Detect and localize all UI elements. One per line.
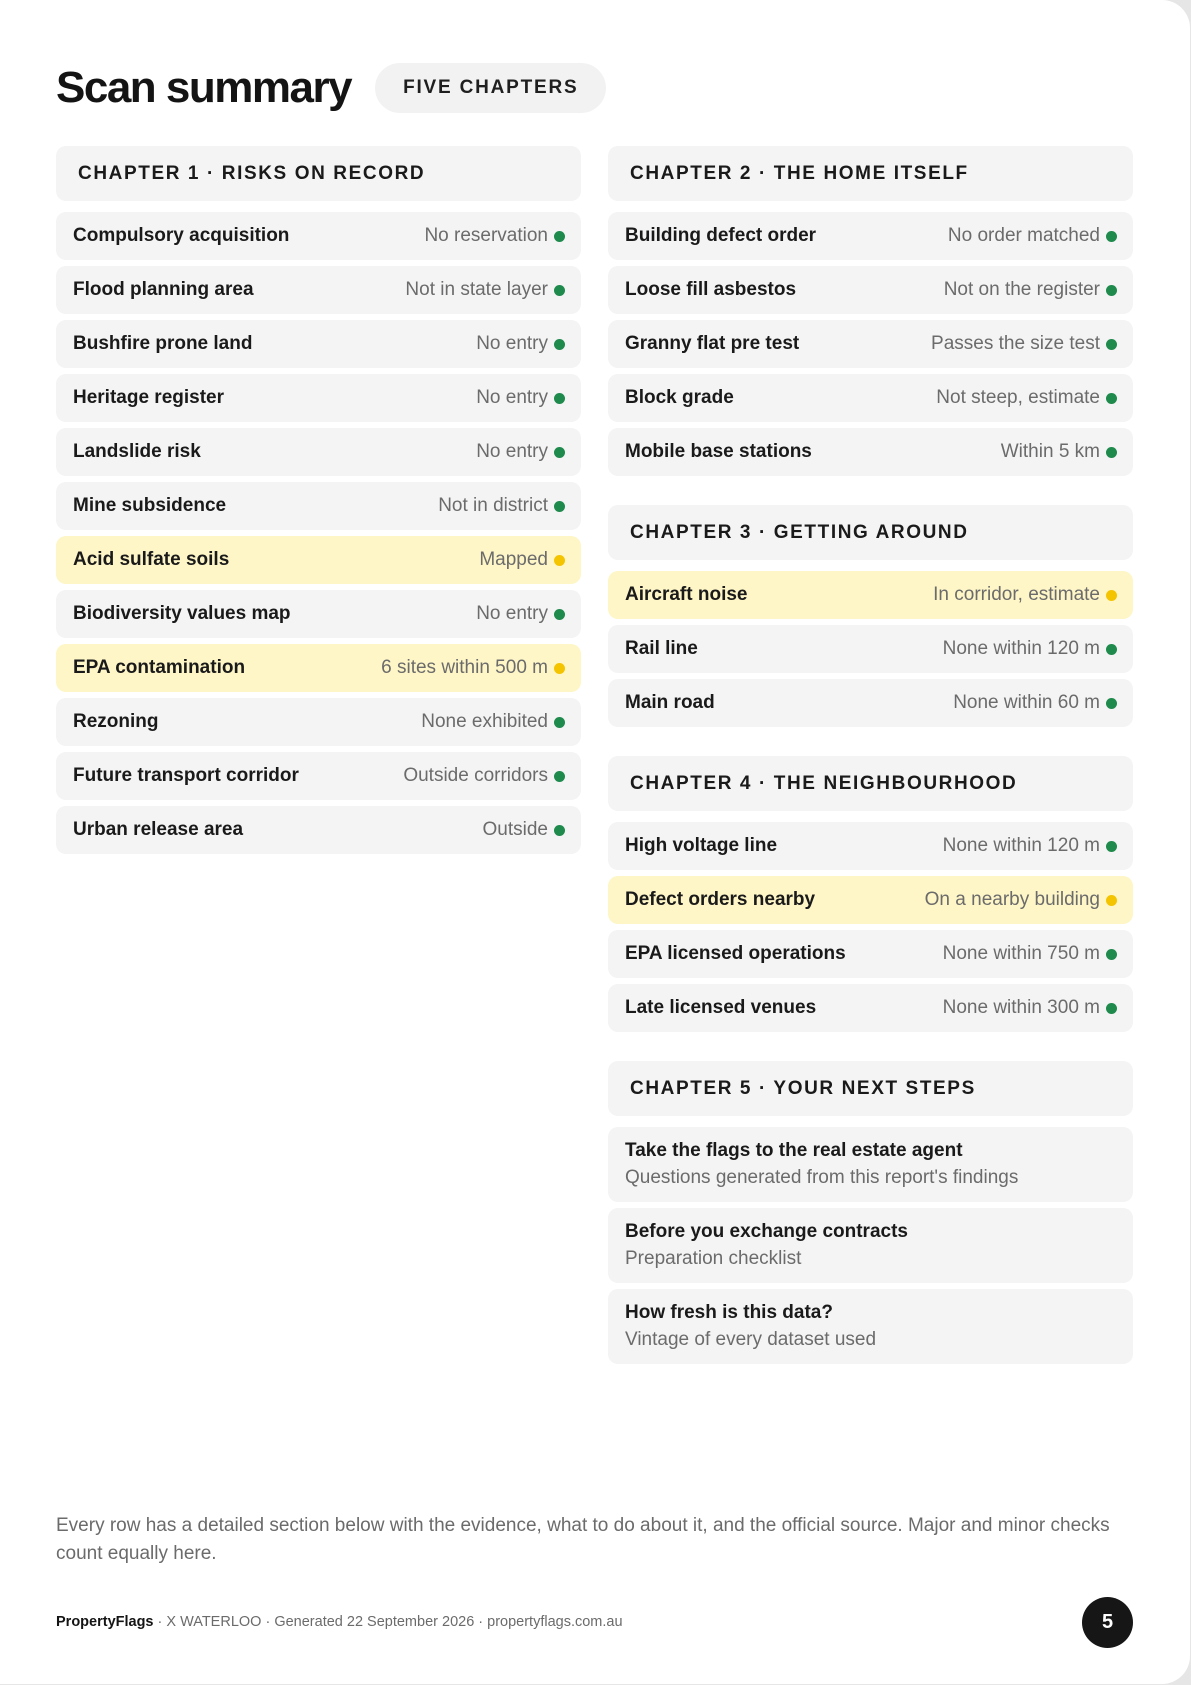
- check-label: Mobile base stations: [625, 441, 812, 462]
- summary-note: Every row has a detailed section below with the evidence, what to do about it, and the official source. Major and minor checks count equally here.: [56, 1515, 1110, 1564]
- check-label: Block grade: [625, 387, 734, 408]
- check-label: Future transport corridor: [73, 765, 299, 786]
- check-row-flood-planning-area[interactable]: [56, 266, 581, 314]
- footer-details: · X WATERLOO · Generated 22 September 2026 · propertyflags.com.au: [153, 1614, 623, 1630]
- check-row-defect-orders-nearby[interactable]: [608, 876, 1133, 924]
- right-column: [608, 146, 1133, 1370]
- check-result: [943, 943, 1117, 965]
- green-status-dot-icon: [1106, 231, 1117, 242]
- check-value: Not in district: [438, 495, 548, 516]
- check-value: Not on the register: [943, 279, 1100, 300]
- check-row-heritage-register[interactable]: [56, 374, 581, 422]
- check-label: Bushfire prone land: [73, 333, 253, 354]
- next-step-subtitle: Questions generated from this report's findings: [625, 1167, 1019, 1188]
- check-value: Mapped: [479, 549, 548, 570]
- footer-brand: PropertyFlags: [56, 1614, 154, 1630]
- next-step-before-you-exchange-contracts[interactable]: [608, 1208, 1133, 1283]
- chapter-1-rows: [56, 212, 581, 854]
- check-label: Landslide risk: [73, 441, 201, 462]
- check-label: Defect orders nearby: [625, 889, 816, 910]
- check-result: [483, 819, 565, 841]
- check-result: [476, 603, 565, 625]
- green-status-dot-icon: [1106, 698, 1117, 709]
- check-value: None within 120 m: [942, 638, 1100, 659]
- check-label: Compulsory acquisition: [73, 225, 290, 246]
- check-result: [948, 225, 1117, 247]
- check-label: Flood planning area: [73, 279, 254, 300]
- check-result: [476, 333, 565, 355]
- yellow-status-dot-icon: [554, 555, 565, 566]
- check-row-urban-release-area[interactable]: [56, 806, 581, 854]
- check-value: Within 5 km: [1000, 441, 1100, 462]
- check-result: [953, 692, 1117, 714]
- next-step-title: Take the flags to the real estate agent: [625, 1140, 963, 1161]
- check-result: [438, 495, 565, 517]
- green-status-dot-icon: [554, 771, 565, 782]
- check-label: Mine subsidence: [73, 495, 227, 516]
- check-row-landslide-risk[interactable]: [56, 428, 581, 476]
- check-label: Acid sulfate soils: [73, 549, 230, 570]
- check-value: No entry: [476, 441, 548, 462]
- next-step-title: How fresh is this data?: [625, 1302, 833, 1323]
- check-row-acid-sulfate-soils[interactable]: [56, 536, 581, 584]
- check-row-loose-fill-asbestos[interactable]: [608, 266, 1133, 314]
- check-value: None exhibited: [421, 711, 548, 732]
- check-result: [943, 835, 1117, 857]
- chapters-badge: FIVE CHAPTERS: [375, 63, 606, 113]
- check-label: Biodiversity values map: [73, 603, 291, 624]
- check-value: Not steep, estimate: [936, 387, 1100, 408]
- check-row-mine-subsidence[interactable]: [56, 482, 581, 530]
- check-value: None within 300 m: [942, 997, 1100, 1018]
- check-value: On a nearby building: [924, 889, 1100, 910]
- chapter-3-rows: [608, 571, 1133, 727]
- green-status-dot-icon: [1106, 447, 1117, 458]
- green-status-dot-icon: [1106, 339, 1117, 350]
- check-label: Loose fill asbestos: [625, 279, 797, 300]
- check-value: No reservation: [424, 225, 548, 246]
- check-value: None within 60 m: [953, 692, 1100, 713]
- check-result: [424, 225, 565, 247]
- green-status-dot-icon: [554, 501, 565, 512]
- yellow-status-dot-icon: [1106, 895, 1117, 906]
- check-result: [381, 657, 565, 679]
- check-row-block-grade[interactable]: [608, 374, 1133, 422]
- next-step-take-the-flags-to-the-real-estate-agent[interactable]: [608, 1127, 1133, 1202]
- next-step-subtitle: Vintage of every dataset used: [625, 1329, 877, 1350]
- check-value: No entry: [476, 333, 548, 354]
- green-status-dot-icon: [1106, 393, 1117, 404]
- check-label: High voltage line: [625, 835, 778, 856]
- check-result: [403, 765, 565, 787]
- check-result: [925, 889, 1117, 911]
- left-column: [56, 146, 581, 860]
- chapter-4-rows: [608, 822, 1133, 1032]
- next-step-how-fresh-is-this-data[interactable]: [608, 1289, 1133, 1364]
- check-row-main-road[interactable]: [608, 679, 1133, 727]
- green-status-dot-icon: [554, 285, 565, 296]
- title-row: [56, 60, 606, 116]
- check-result: [944, 279, 1117, 301]
- check-result: [405, 279, 565, 301]
- check-value: None within 120 m: [942, 835, 1100, 856]
- check-label: Granny flat pre test: [625, 333, 800, 354]
- check-value: Outside: [482, 819, 548, 840]
- chapter-5-steps: [608, 1127, 1133, 1364]
- page-number: 5: [1082, 1597, 1133, 1648]
- check-result: [476, 387, 565, 409]
- check-row-biodiversity-values-map[interactable]: [56, 590, 581, 638]
- green-status-dot-icon: [1106, 949, 1117, 960]
- yellow-status-dot-icon: [554, 663, 565, 674]
- check-result: [931, 333, 1117, 355]
- check-row-aircraft-noise[interactable]: [608, 571, 1133, 619]
- check-row-compulsory-acquisition[interactable]: [56, 212, 581, 260]
- footer: [56, 1611, 623, 1633]
- check-value: No order matched: [947, 225, 1100, 246]
- green-status-dot-icon: [554, 393, 565, 404]
- green-status-dot-icon: [554, 609, 565, 620]
- check-value: No entry: [476, 603, 548, 624]
- chapter-3-heading: CHAPTER 3 · GETTING AROUND: [608, 505, 1133, 560]
- green-status-dot-icon: [554, 447, 565, 458]
- check-row-bushfire-prone-land[interactable]: [56, 320, 581, 368]
- check-label: Late licensed venues: [625, 997, 817, 1018]
- check-label: Heritage register: [73, 387, 225, 408]
- check-result: [943, 638, 1117, 660]
- check-value: In corridor, estimate: [933, 584, 1100, 605]
- check-value: 6 sites within 500 m: [381, 657, 548, 678]
- chapter-2-rows: [608, 212, 1133, 476]
- check-result: [936, 387, 1117, 409]
- check-result: [933, 584, 1117, 606]
- check-result: [421, 711, 565, 733]
- check-value: No entry: [476, 387, 548, 408]
- check-label: Urban release area: [73, 819, 244, 840]
- check-value: Outside corridors: [403, 765, 548, 786]
- check-row-rezoning[interactable]: [56, 698, 581, 746]
- check-row-high-voltage-line[interactable]: [608, 822, 1133, 870]
- chapter-4-heading: CHAPTER 4 · THE NEIGHBOURHOOD: [608, 756, 1133, 811]
- check-row-epa-licensed-operations[interactable]: [608, 930, 1133, 978]
- check-result: [1001, 441, 1117, 463]
- check-value: None within 750 m: [942, 943, 1100, 964]
- green-status-dot-icon: [1106, 841, 1117, 852]
- check-row-building-defect-order[interactable]: [608, 212, 1133, 260]
- chapter-1-heading: CHAPTER 1 · RISKS ON RECORD: [56, 146, 581, 201]
- check-row-mobile-base-stations[interactable]: [608, 428, 1133, 476]
- page-title: Scan summary: [56, 63, 352, 112]
- chapter-2-heading: CHAPTER 2 · THE HOME ITSELF: [608, 146, 1133, 201]
- check-label: Rezoning: [73, 711, 159, 732]
- green-status-dot-icon: [554, 231, 565, 242]
- next-step-subtitle: Preparation checklist: [625, 1248, 802, 1269]
- check-label: Rail line: [625, 638, 698, 659]
- check-result: [943, 997, 1117, 1019]
- check-label: EPA contamination: [73, 657, 246, 678]
- green-status-dot-icon: [1106, 644, 1117, 655]
- green-status-dot-icon: [554, 339, 565, 350]
- check-value: Passes the size test: [931, 333, 1100, 354]
- check-label: Main road: [625, 692, 715, 713]
- check-row-rail-line[interactable]: [608, 625, 1133, 673]
- check-row-late-licensed-venues[interactable]: [608, 984, 1133, 1032]
- green-status-dot-icon: [1106, 1003, 1117, 1014]
- check-label: Building defect order: [625, 225, 817, 246]
- yellow-status-dot-icon: [1106, 590, 1117, 601]
- check-result: [476, 441, 565, 463]
- check-label: Aircraft noise: [625, 584, 748, 605]
- check-result: [479, 549, 565, 571]
- check-row-epa-contamination[interactable]: [56, 644, 581, 692]
- check-row-future-transport-corridor[interactable]: [56, 752, 581, 800]
- green-status-dot-icon: [1106, 285, 1117, 296]
- chapter-5-heading: CHAPTER 5 · YOUR NEXT STEPS: [608, 1061, 1133, 1116]
- check-label: EPA licensed operations: [625, 943, 846, 964]
- check-row-granny-flat-pre-test[interactable]: [608, 320, 1133, 368]
- green-status-dot-icon: [554, 717, 565, 728]
- green-status-dot-icon: [554, 825, 565, 836]
- next-step-title: Before you exchange contracts: [625, 1221, 908, 1242]
- check-value: Not in state layer: [405, 279, 548, 300]
